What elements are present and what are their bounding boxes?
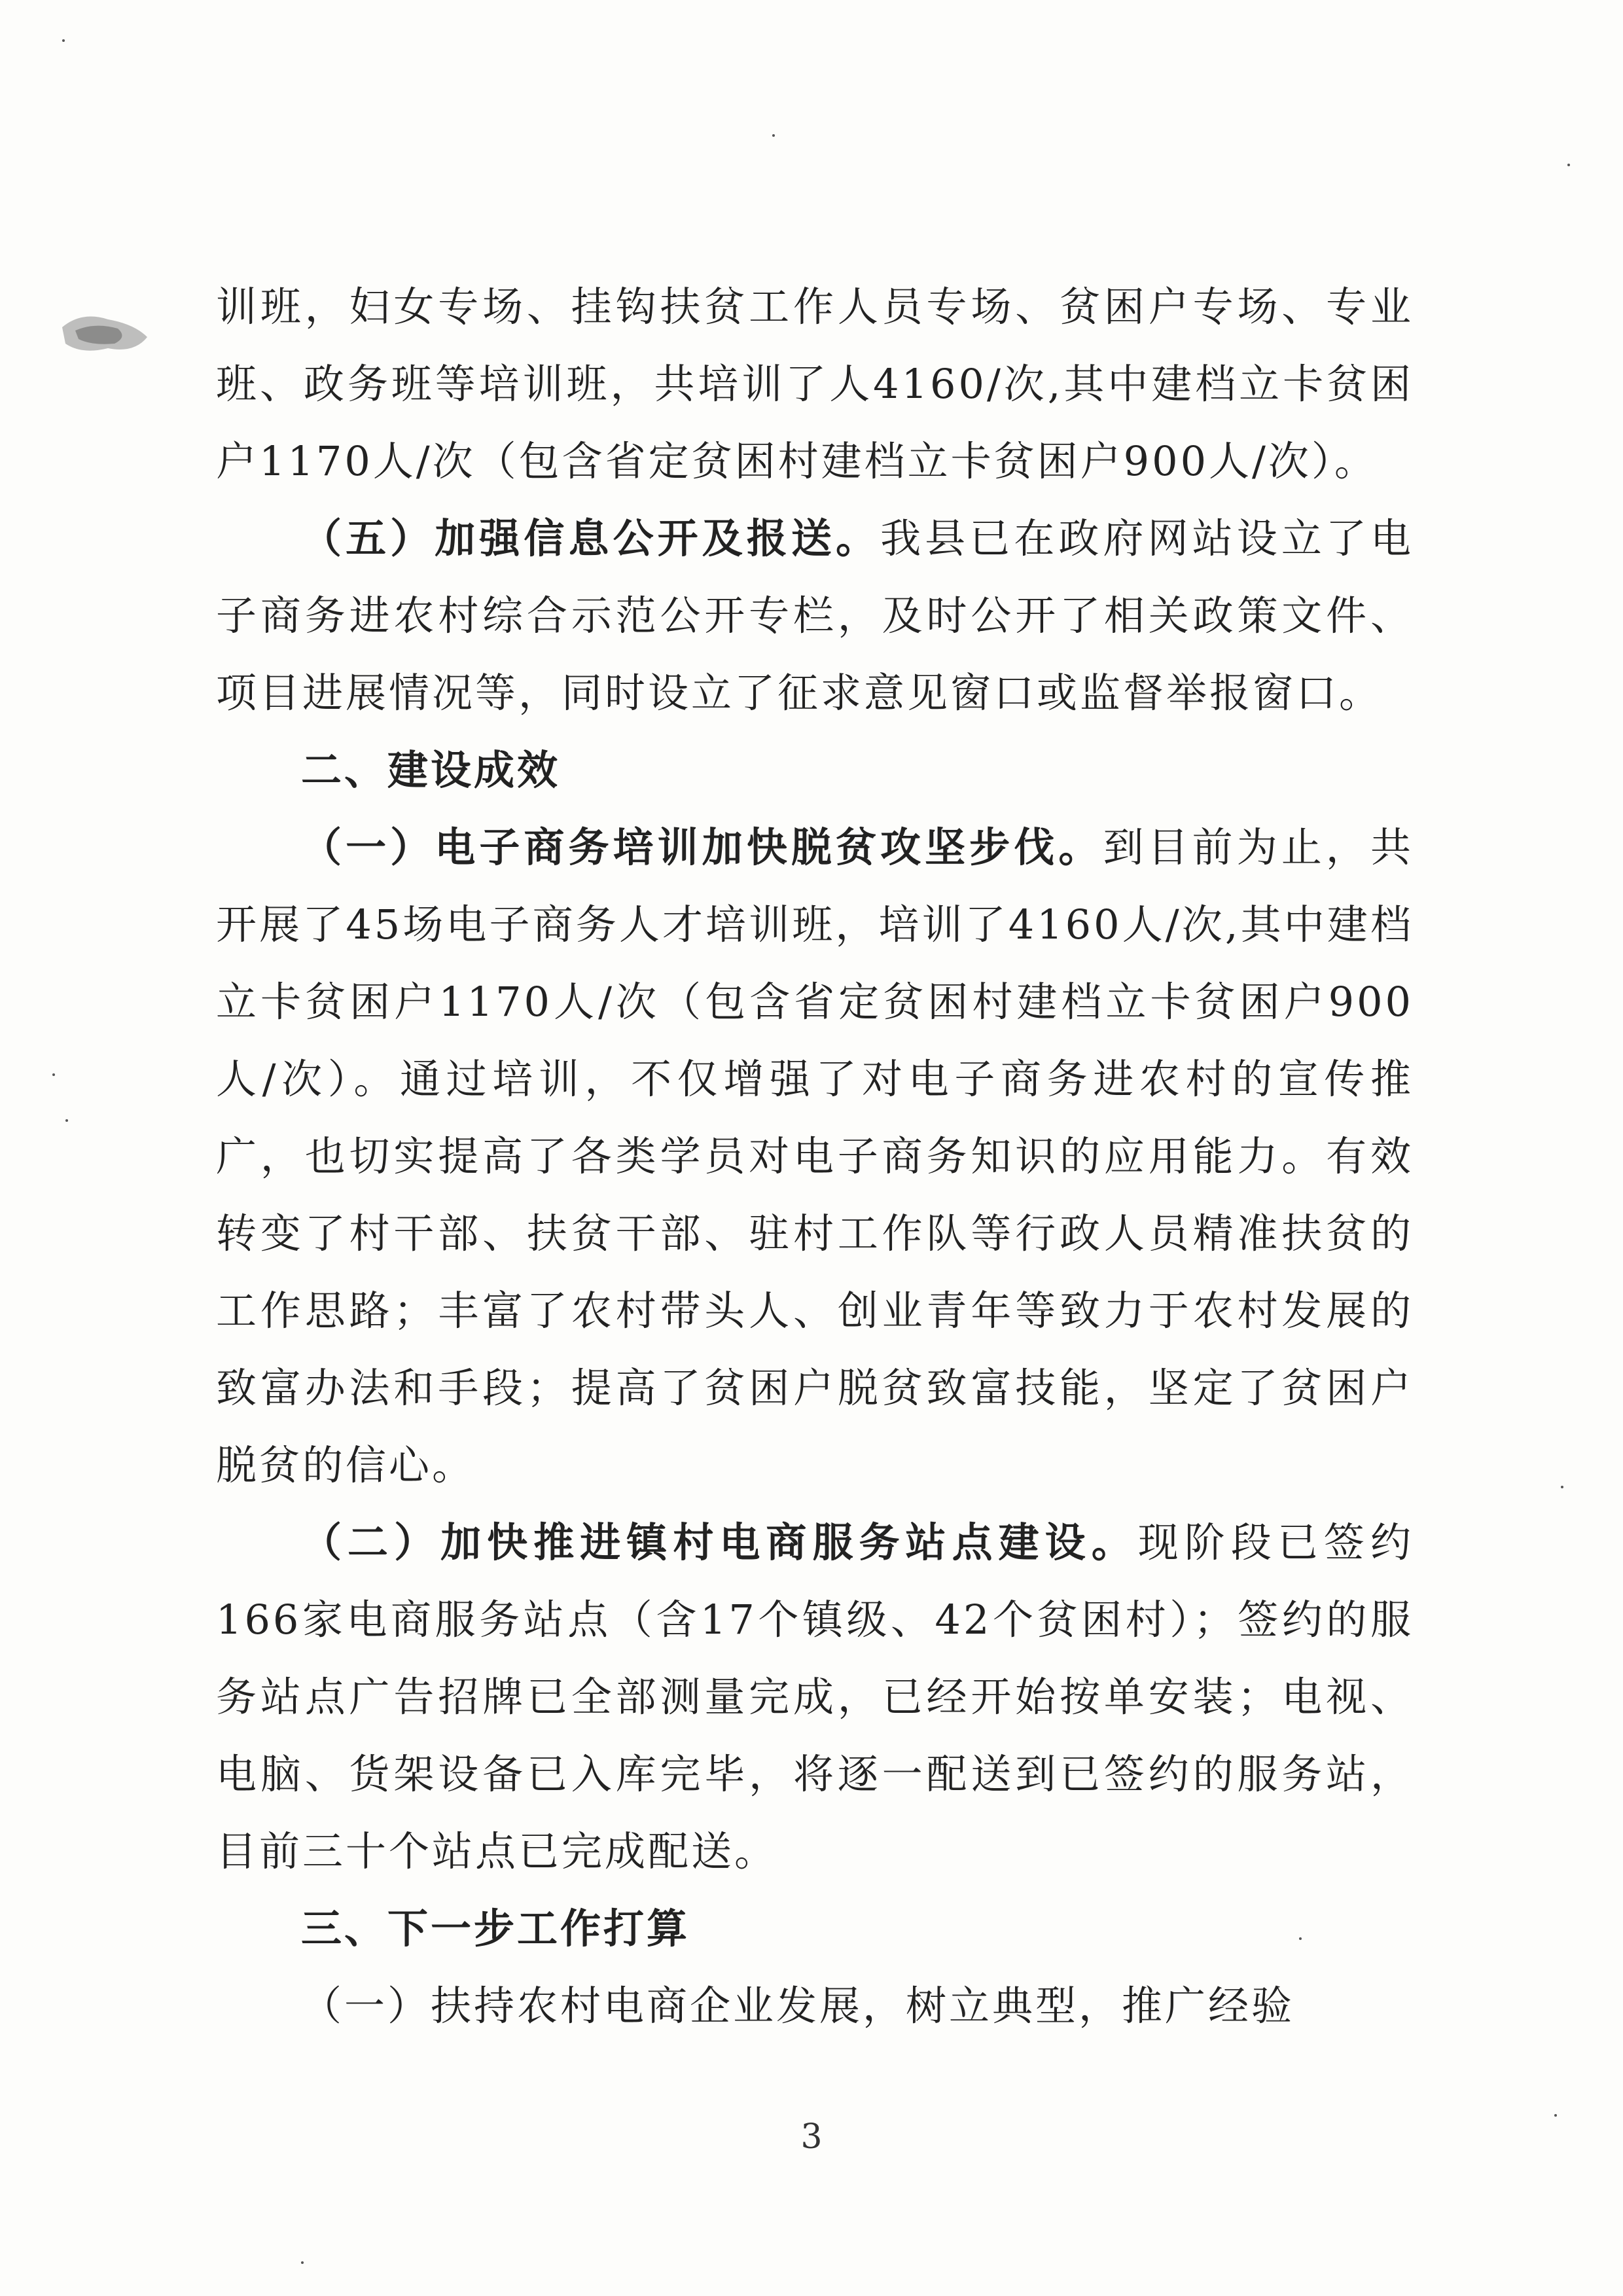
scan-speck	[65, 1119, 68, 1122]
paragraph-information-disclosure	[216, 500, 1414, 732]
paragraph-service-stations	[216, 1504, 1414, 1890]
paragraph-body-text: 我县已在政府网站设立了电子商务进农村综合示范公开专栏，及时公开了相关政策文件、项目进展情况等，同时设立了征求意见窗口或监督举报窗口。	[216, 514, 1414, 717]
paragraph-body-text: 现阶段已签约166家电商服务站点（含17个镇级、42个贫困村）；签约的服务站点广告招牌已全部测量完成，已经开始按单安装；电视、电脑、货架设备已入库完毕，将逐一配送到已签约的服务站，目前三十个站点已完成配送。	[216, 1518, 1414, 1875]
scan-speck	[301, 2261, 304, 2264]
scan-speck	[772, 134, 775, 137]
document-body	[216, 268, 1414, 2045]
scan-smudge-mark	[56, 308, 154, 360]
paragraph-ecommerce-training	[216, 809, 1414, 1504]
section-heading-next-steps: 三、下一步工作打算	[301, 1905, 690, 1952]
scan-speck	[62, 39, 65, 42]
paragraph-next-step-one: （一）扶持农村电商企业发展，树立典型，推广经验	[301, 1982, 1295, 2030]
scan-speck	[1561, 1486, 1563, 1488]
paragraph-training-continued: 训班，妇女专场、挂钩扶贫工作人员专场、贫困户专场、专业班、政务班等培训班，共培训了人4160/次,其中建档立卡贫困户1170人/次（包含省定贫困村建档立卡贫困户900人/次）。	[216, 283, 1414, 485]
scan-speck	[1567, 164, 1570, 166]
scan-speck	[52, 1073, 55, 1076]
section-heading-construction-results: 二、建设成效	[301, 746, 561, 794]
scan-speck	[1554, 2114, 1557, 2117]
paragraph-lead-title: （二）加快推进镇村电商服务站点建设。	[301, 1518, 1138, 1566]
paragraph-body-text: 到目前为止，共开展了45场电子商务人才培训班，培训了4160人/次,其中建档立卡贫困户1170人/次（包含省定贫困村建档立卡贫困户900人/次）。通过培训，不仅增强了对电子商务进农村的宣传推广，也切实提高了各类学员对电子商务知识的应用能力。有效转变了村干部、扶贫干部、驻村工作队等行政人员精准扶贫的工作思路；丰富了农村带头人、创业青年等致力于农村发展的致富办法和手段；提高了贫困户脱贫致富技能，坚定了贫困户脱贫的信心。	[216, 823, 1414, 1489]
paragraph-lead-title: （一）电子商务培训加快脱贫攻坚步伐。	[301, 823, 1103, 871]
page-number: 3	[800, 2117, 823, 2157]
paragraph-lead-title: （五）加强信息公开及报送。	[301, 514, 881, 562]
